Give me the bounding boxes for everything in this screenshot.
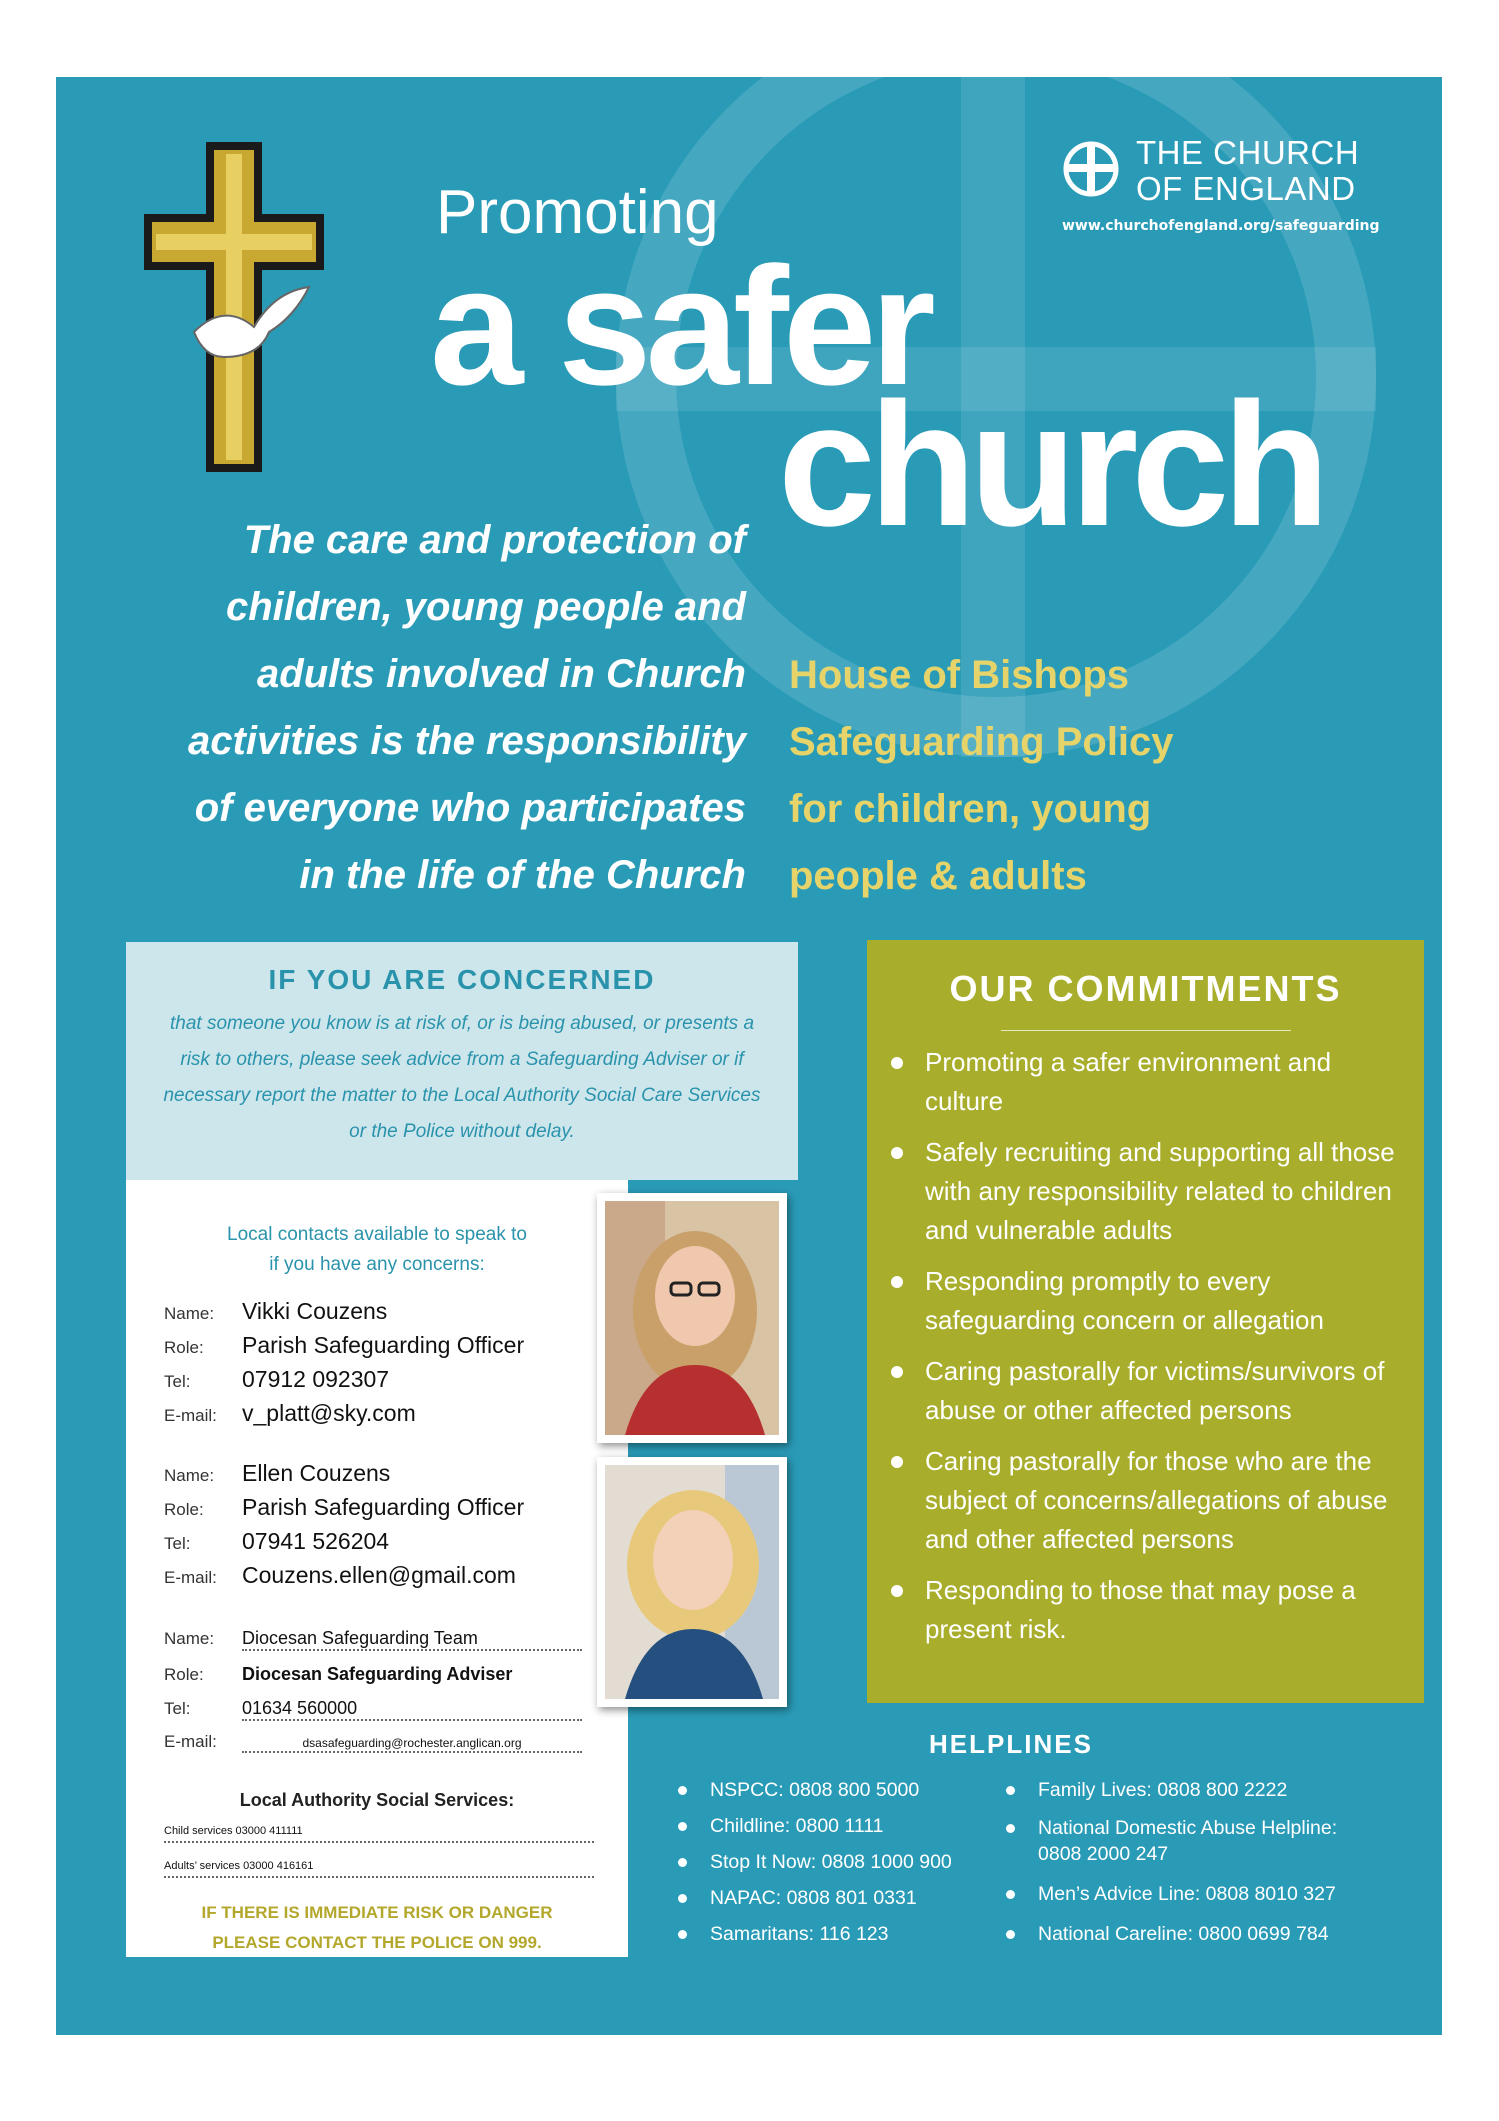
contact-3-role [164,1664,512,1685]
care-line: in the life of the Church [299,853,746,897]
helpline-item: NAPAC: 0808 801 0331 [710,1887,917,1909]
helpline-item: Samaritans: 116 123 [710,1923,889,1945]
logo-url: www.churchofengland.org/safeguarding [1062,218,1380,234]
photo-ellen [597,1457,787,1707]
label-role: Role: [164,1338,204,1357]
contacts-panel [126,1180,628,1957]
care-line: The care and protection of [243,518,746,562]
care-line: of everyone who participates [194,786,746,830]
helpline-item: Stop It Now: 0808 1000 900 [710,1851,952,1873]
label-role: Role: [164,1500,204,1519]
contacts-heading-line: Local contacts available to speak to [227,1224,527,1245]
commitment-item: Caring pastorally for victims/survivors of abuse or other affected persons [925,1352,1404,1430]
danger-line: IF THERE IS IMMEDIATE RISK OR DANGER [201,1903,553,1922]
care-line: activities is the responsibility [188,719,746,763]
commitment-item: Responding promptly to every safeguarding concern or allegation [925,1262,1404,1340]
contact-3-tel [164,1698,582,1721]
title-promoting: Promoting [436,178,719,247]
contact-1-name [164,1298,387,1325]
helpline-item: NSPCC: 0808 800 5000 [710,1779,920,1801]
helpline-item-cont: 0808 2000 247 [1038,1843,1169,1865]
child-services: Child services 03000 411111 [164,1825,594,1843]
label-email: E-mail: [164,1732,217,1751]
care-line: adults involved in Church [257,652,746,696]
portrait-icon [605,1201,779,1435]
policy-line: for children, young [789,787,1152,831]
contact-role: Parish Safeguarding Officer [242,1494,525,1520]
commitment-item: Promoting a safer environment and culture [925,1043,1404,1121]
label-email: E-mail: [164,1568,217,1587]
policy-line: people & adults [789,854,1087,898]
contact-1-email [164,1400,416,1427]
contact-tel: 07912 092307 [242,1366,390,1392]
poster [56,77,1442,2035]
logo-line-2: OF ENGLAND [1136,170,1356,207]
policy-line: House of Bishops [789,653,1130,697]
label-role: Role: [164,1665,204,1684]
cross-dove-icon [134,132,334,482]
contacts-heading-line: if you have any concerns: [269,1254,485,1275]
care-line: children, young people and [225,585,746,629]
contact-name: Ellen Couzens [242,1460,391,1486]
commitment-item: Caring pastorally for those who are the subject of concerns/allegations of abuse and other affected persons [925,1442,1404,1559]
helpline-item: National Careline: 0800 0699 784 [1038,1923,1329,1945]
contact-name: Diocesan Safeguarding Team [242,1628,478,1648]
helplines-title: HELPLINES [929,1729,1093,1759]
contact-name: Vikki Couzens [242,1298,388,1324]
label-tel: Tel: [164,1534,191,1553]
label-name: Name: [164,1304,215,1323]
photo-vikki [597,1193,787,1443]
contact-2-role [164,1494,524,1521]
commitments-title: OUR COMMITMENTS [949,968,1342,1009]
contact-1-tel [164,1366,389,1393]
commitments-list [867,1043,1424,1649]
title-church: church [778,367,1323,563]
commitment-item: Safely recruiting and supporting all those with any responsibility related to children and vulnerable adults [925,1133,1404,1250]
contact-tel: 07941 526204 [242,1528,390,1554]
policy-line: Safeguarding Policy [789,720,1174,764]
church-of-england-icon [1062,140,1120,198]
local-authority-title: Local Authority Social Services: [239,1790,515,1810]
adult-services: Adults’ services 03000 416161 [164,1860,594,1878]
contact-email: Couzens.ellen@gmail.com [242,1562,516,1588]
concern-box [126,942,798,1180]
contact-2-name [164,1460,390,1487]
divider [1001,1030,1291,1031]
contact-email: v_platt@sky.com [242,1400,416,1426]
label-name: Name: [164,1629,215,1648]
contact-2-tel [164,1528,389,1555]
concern-title: IF YOU ARE CONCERNED [268,964,656,995]
label-tel: Tel: [164,1699,191,1718]
contact-1-role [164,1332,524,1359]
contact-2-email [164,1562,516,1589]
contact-3-name [164,1628,582,1651]
contacts-heading [126,1220,628,1280]
danger-notice [126,1898,628,1958]
helpline-item: Family Lives: 0808 800 2222 [1038,1779,1288,1801]
care-statement [126,507,746,909]
concern-text: that someone you know is at risk of, or is being abused, or presents a risk to others, please seek advice from a Safeguarding Adviser or if necessary report the matter to the Local Authority Social Care Services or the Police without delay. [163,1013,761,1142]
contact-3-email [164,1732,582,1753]
contact-role: Diocesan Safeguarding Adviser [242,1664,513,1684]
commitments-box [867,940,1424,1703]
contact-role: Parish Safeguarding Officer [242,1332,525,1358]
contact-email: dsasafeguarding@rochester.anglican.org [302,1736,522,1750]
danger-line: PLEASE CONTACT THE POLICE ON 999. [212,1933,542,1952]
commitment-item: Responding to those that may pose a present risk. [925,1571,1404,1649]
contact-tel: 01634 560000 [242,1698,358,1718]
title-a-safer: a safer [430,232,930,420]
label-name: Name: [164,1466,215,1485]
policy-title [789,642,1209,910]
helpline-item: Men’s Advice Line: 0808 8010 327 [1038,1883,1336,1905]
helpline-item: National Domestic Abuse Helpline: [1038,1817,1338,1839]
portrait-icon [605,1465,779,1699]
label-tel: Tel: [164,1372,191,1391]
label-email: E-mail: [164,1406,217,1425]
helpline-item: Childline: 0800 1111 [710,1815,884,1837]
logo-line-1: THE CHURCH [1136,134,1360,171]
